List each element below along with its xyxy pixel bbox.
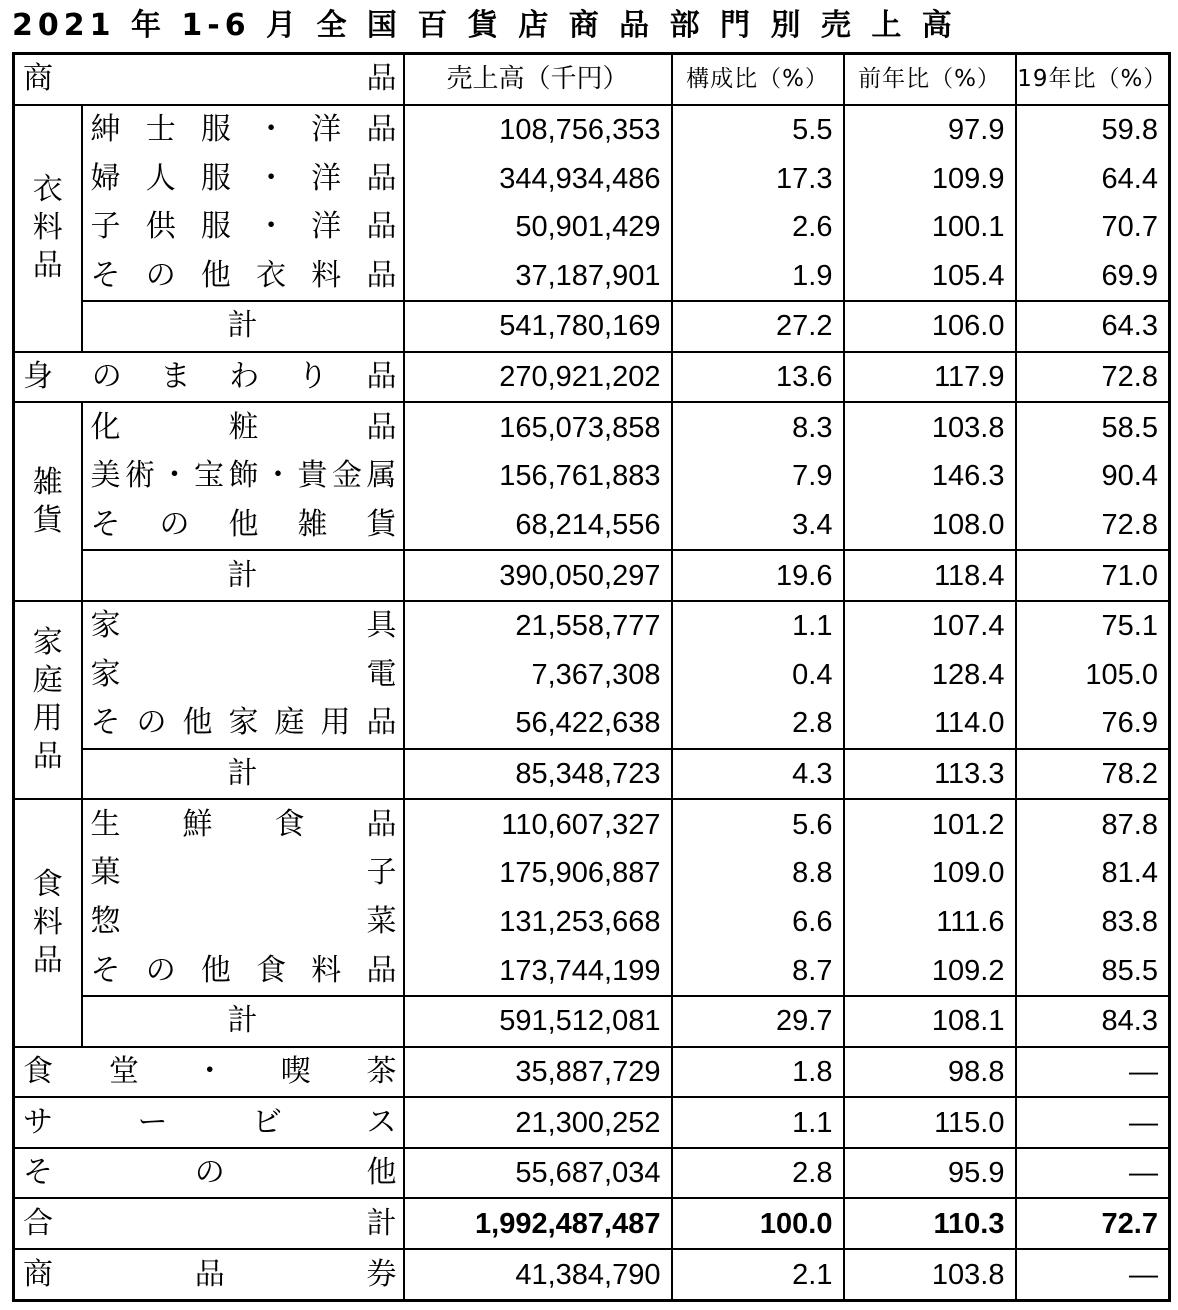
row-label-text: 身 の ま わ り 品 [23, 359, 397, 395]
vs2019-cell: 59.8 [1016, 105, 1170, 155]
vs2019-cell: 75.1 [1016, 601, 1170, 651]
yoy-cell: 100.1 [844, 203, 1016, 252]
share-cell: 1.8 [672, 1047, 844, 1098]
row-label [14, 1097, 404, 1148]
sales-cell: 1,992,487,487 [404, 1198, 672, 1249]
row-label [82, 105, 404, 155]
header-vs2019: 19年比（%） [1016, 54, 1170, 105]
row-label-text: 食 堂 ・ 喫 茶 [23, 1053, 397, 1089]
row-label [14, 1148, 404, 1199]
row-label [14, 1047, 404, 1098]
vs2019-cell: 64.4 [1016, 154, 1170, 203]
yoy-cell: 110.3 [844, 1198, 1016, 1249]
row-label-text: 合 計 [23, 1205, 397, 1241]
yoy-cell: 109.0 [844, 849, 1016, 898]
yoy-cell: 117.9 [844, 352, 1016, 403]
row-label [82, 898, 404, 947]
table-row [14, 105, 1170, 155]
row-label [82, 601, 404, 651]
header-item-right: 品 [366, 61, 397, 97]
sales-cell: 50,901,429 [404, 203, 672, 252]
row-label-text: 子 供 服 ・ 洋 品 [90, 209, 397, 245]
row-label [82, 203, 404, 252]
table-row [14, 898, 1170, 947]
share-cell: 2.8 [672, 1148, 844, 1199]
share-cell: 19.6 [672, 550, 844, 601]
yoy-cell: 146.3 [844, 452, 1016, 501]
row-label-text: 計 [227, 1003, 258, 1039]
vs2019-cell: 84.3 [1016, 996, 1170, 1047]
sales-cell: 85,348,723 [404, 749, 672, 800]
row-label [14, 1198, 404, 1249]
row-label [14, 1249, 404, 1300]
row-label [82, 251, 404, 301]
row-label [82, 799, 404, 849]
row-label [82, 452, 404, 501]
yoy-cell: 106.0 [844, 301, 1016, 352]
group-label-clothing: 衣料品 [14, 105, 82, 352]
share-cell: 29.7 [672, 996, 844, 1047]
table-row [14, 799, 1170, 849]
sales-cell: 108,756,353 [404, 105, 672, 155]
yoy-cell: 107.4 [844, 601, 1016, 651]
sales-cell: 591,512,081 [404, 996, 672, 1047]
row-label-text: 商 品 券 [23, 1256, 397, 1292]
table-row [14, 452, 1170, 501]
vs2019-cell: 64.3 [1016, 301, 1170, 352]
yoy-cell: 108.1 [844, 996, 1016, 1047]
row-label-text: 家 具 [90, 608, 397, 644]
row-label-text: 惣 菜 [90, 903, 397, 939]
yoy-cell: 108.0 [844, 501, 1016, 551]
row-label [82, 749, 404, 800]
share-cell: 0.4 [672, 651, 844, 700]
table-row [14, 352, 1170, 403]
header-sales: 売上高（千円） [404, 54, 672, 105]
vs2019-cell: 105.0 [1016, 651, 1170, 700]
subtotal-row [14, 749, 1170, 800]
row-label [82, 651, 404, 700]
share-cell: 5.5 [672, 105, 844, 155]
sales-cell: 541,780,169 [404, 301, 672, 352]
row-label [82, 501, 404, 551]
yoy-cell: 109.2 [844, 946, 1016, 996]
header-yoy: 前年比（%） [844, 54, 1016, 105]
row-label-text: 家 電 [90, 656, 397, 692]
row-label-text: 計 [227, 756, 258, 792]
sales-cell: 35,887,729 [404, 1047, 672, 1098]
sales-cell: 41,384,790 [404, 1249, 672, 1300]
vs2019-cell: 71.0 [1016, 550, 1170, 601]
yoy-cell: 101.2 [844, 799, 1016, 849]
table-row [14, 1148, 1170, 1199]
vs2019-cell: ― [1016, 1249, 1170, 1300]
sales-cell: 21,558,777 [404, 601, 672, 651]
yoy-cell: 114.0 [844, 699, 1016, 749]
row-label-text: 婦 人 服 ・ 洋 品 [90, 160, 397, 196]
yoy-cell: 111.6 [844, 898, 1016, 947]
table-row [14, 849, 1170, 898]
sales-cell: 110,607,327 [404, 799, 672, 849]
vs2019-cell: 72.8 [1016, 352, 1170, 403]
yoy-cell: 115.0 [844, 1097, 1016, 1148]
sales-cell: 175,906,887 [404, 849, 672, 898]
yoy-cell: 105.4 [844, 251, 1016, 301]
vs2019-cell: 72.8 [1016, 501, 1170, 551]
yoy-cell: 128.4 [844, 651, 1016, 700]
share-cell: 17.3 [672, 154, 844, 203]
row-label [82, 849, 404, 898]
header-item [14, 54, 404, 105]
sales-cell: 68,214,556 [404, 501, 672, 551]
table-row [14, 1097, 1170, 1148]
row-label [82, 946, 404, 996]
row-label [82, 699, 404, 749]
share-cell: 1.1 [672, 1097, 844, 1148]
sales-cell: 173,744,199 [404, 946, 672, 996]
vs2019-cell: 69.9 [1016, 251, 1170, 301]
yoy-cell: 103.8 [844, 402, 1016, 452]
share-cell: 8.3 [672, 402, 844, 452]
table-row [14, 699, 1170, 749]
page-title: 2021 年 1-6 月 全 国 百 貨 店 商 品 部 門 別 売 上 高 [12, 8, 957, 43]
table-row [14, 154, 1170, 203]
subtotal-row [14, 301, 1170, 352]
vs2019-cell: 90.4 [1016, 452, 1170, 501]
vs2019-cell: 78.2 [1016, 749, 1170, 800]
sales-cell: 165,073,858 [404, 402, 672, 452]
yoy-cell: 103.8 [844, 1249, 1016, 1300]
row-label-text: 美 術 ・ 宝 飾 ・ 貴 金 属 [90, 458, 397, 494]
share-cell: 2.8 [672, 699, 844, 749]
group-label-household: 家庭用品 [14, 601, 82, 800]
share-cell: 6.6 [672, 898, 844, 947]
vs2019-cell: 87.8 [1016, 799, 1170, 849]
row-label-text: サ ー ビ ス [23, 1104, 397, 1140]
vs2019-cell: 83.8 [1016, 898, 1170, 947]
table-row [14, 946, 1170, 996]
yoy-cell: 97.9 [844, 105, 1016, 155]
sales-cell: 344,934,486 [404, 154, 672, 203]
group-label-misc: 雑貨 [14, 402, 82, 601]
sales-cell: 390,050,297 [404, 550, 672, 601]
group-label-food: 食料品 [14, 799, 82, 1046]
header-row [14, 54, 1170, 105]
vs2019-cell: ― [1016, 1097, 1170, 1148]
table-row [14, 402, 1170, 452]
vs2019-cell: 58.5 [1016, 402, 1170, 452]
share-cell: 2.6 [672, 203, 844, 252]
row-label-text: 菓 子 [90, 855, 397, 891]
row-label-text: 紳 士 服 ・ 洋 品 [90, 111, 397, 147]
subtotal-row [14, 996, 1170, 1047]
share-cell: 5.6 [672, 799, 844, 849]
share-cell: 27.2 [672, 301, 844, 352]
share-cell: 2.1 [672, 1249, 844, 1300]
row-label-text: 計 [227, 308, 258, 344]
yoy-cell: 118.4 [844, 550, 1016, 601]
table-row [14, 651, 1170, 700]
vs2019-cell: 76.9 [1016, 699, 1170, 749]
header-item-left: 商 [23, 61, 53, 97]
vs2019-cell: ― [1016, 1047, 1170, 1098]
vs2019-cell: 85.5 [1016, 946, 1170, 996]
row-label [82, 996, 404, 1047]
row-label [14, 352, 404, 403]
share-cell: 1.9 [672, 251, 844, 301]
row-label-text: そ の 他 雑 貨 [90, 506, 397, 542]
table-row [14, 1198, 1170, 1249]
share-cell: 4.3 [672, 749, 844, 800]
sales-cell: 21,300,252 [404, 1097, 672, 1148]
header-share: 構成比（%） [672, 54, 844, 105]
subtotal-row [14, 550, 1170, 601]
vs2019-cell: 72.7 [1016, 1198, 1170, 1249]
sales-table [12, 52, 1171, 1302]
share-cell: 13.6 [672, 352, 844, 403]
yoy-cell: 113.3 [844, 749, 1016, 800]
sales-cell: 156,761,883 [404, 452, 672, 501]
row-label [82, 550, 404, 601]
share-cell: 7.9 [672, 452, 844, 501]
sales-cell: 270,921,202 [404, 352, 672, 403]
row-label [82, 301, 404, 352]
table-row [14, 251, 1170, 301]
sales-cell: 56,422,638 [404, 699, 672, 749]
share-cell: 100.0 [672, 1198, 844, 1249]
table-row [14, 601, 1170, 651]
share-cell: 1.1 [672, 601, 844, 651]
sales-cell: 7,367,308 [404, 651, 672, 700]
yoy-cell: 109.9 [844, 154, 1016, 203]
share-cell: 3.4 [672, 501, 844, 551]
row-label [82, 154, 404, 203]
vs2019-cell: ― [1016, 1148, 1170, 1199]
row-label-text: 生 鮮 食 品 [90, 806, 397, 842]
yoy-cell: 98.8 [844, 1047, 1016, 1098]
vs2019-cell: 70.7 [1016, 203, 1170, 252]
sales-cell: 131,253,668 [404, 898, 672, 947]
row-label-text: そ の 他 食 料 品 [90, 952, 397, 988]
table-row [14, 1249, 1170, 1300]
yoy-cell: 95.9 [844, 1148, 1016, 1199]
row-label-text: そ の 他 [23, 1155, 397, 1191]
vs2019-cell: 81.4 [1016, 849, 1170, 898]
sales-cell: 55,687,034 [404, 1148, 672, 1199]
sales-cell: 37,187,901 [404, 251, 672, 301]
row-label-text: そ の 他 衣 料 品 [90, 257, 397, 293]
table-row [14, 203, 1170, 252]
table-row [14, 501, 1170, 551]
share-cell: 8.8 [672, 849, 844, 898]
share-cell: 8.7 [672, 946, 844, 996]
row-label-text: そ の 他 家 庭 用 品 [90, 705, 397, 741]
table-row [14, 1047, 1170, 1098]
row-label [82, 402, 404, 452]
row-label-text: 計 [227, 557, 258, 593]
row-label-text: 化 粧 品 [90, 409, 397, 445]
